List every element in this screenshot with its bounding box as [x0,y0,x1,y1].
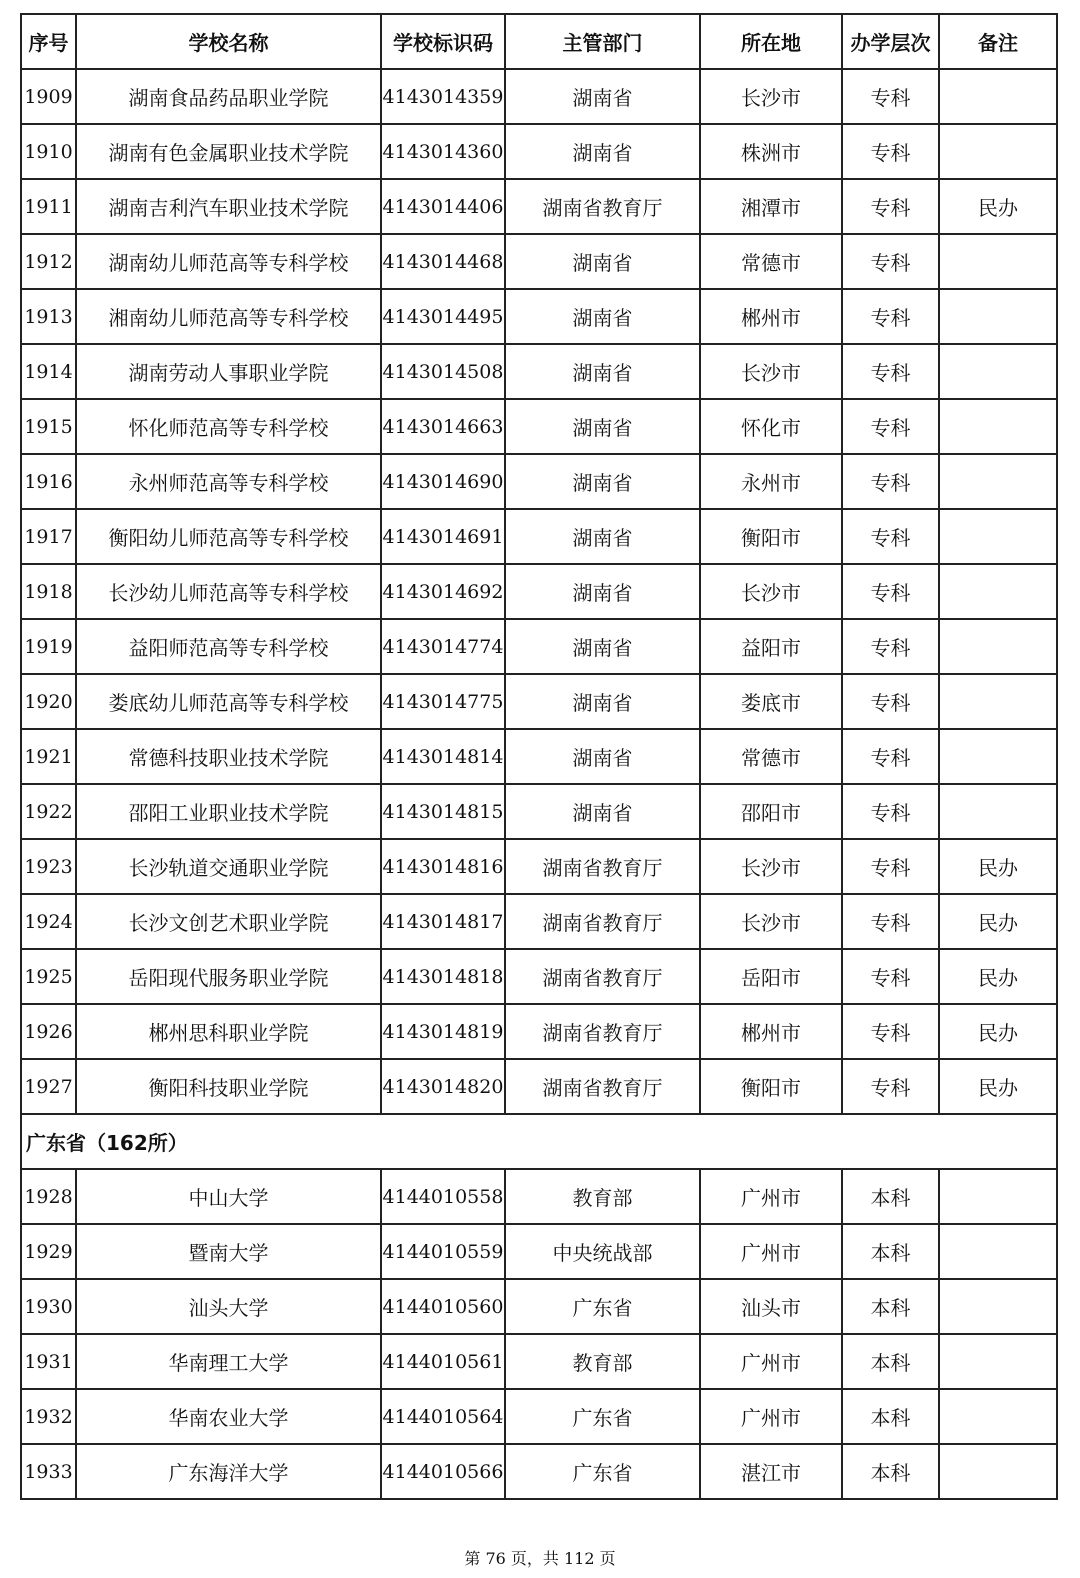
cell-level: 专科 [842,839,939,894]
cell-department: 湖南省 [505,289,700,344]
cell-school-name: 中山大学 [76,1169,381,1224]
cell-school-name: 衡阳幼儿师范高等专科学校 [76,509,381,564]
table-body-hunan [21,69,1057,1114]
cell-remark [939,509,1057,564]
cell-location: 汕头市 [700,1279,842,1334]
cell-remark: 民办 [939,1004,1057,1059]
table-row [21,619,1057,674]
cell-location: 长沙市 [700,894,842,949]
cell-school-code: 4144010561 [381,1334,505,1389]
table-row [21,1444,1057,1499]
cell-department: 湖南省教育厅 [505,949,700,1004]
cell-level: 专科 [842,894,939,949]
cell-school-code: 4144010564 [381,1389,505,1444]
section-row [21,1114,1057,1169]
cell-department: 湖南省 [505,399,700,454]
cell-school-name: 湖南劳动人事职业学院 [76,344,381,399]
cell-seq: 1919 [21,619,76,674]
cell-location: 岳阳市 [700,949,842,1004]
header-level: 办学层次 [842,14,939,69]
table-row [21,1334,1057,1389]
cell-school-code: 4143014468 [381,234,505,289]
cell-seq: 1914 [21,344,76,399]
cell-school-code: 4143014691 [381,509,505,564]
cell-location: 衡阳市 [700,509,842,564]
cell-level: 专科 [842,564,939,619]
header-location: 所在地 [700,14,842,69]
cell-school-code: 4143014816 [381,839,505,894]
cell-location: 广州市 [700,1169,842,1224]
table-body-guangdong [21,1169,1057,1499]
cell-location: 长沙市 [700,344,842,399]
cell-remark [939,564,1057,619]
cell-school-code: 4143014818 [381,949,505,1004]
cell-department: 湖南省教育厅 [505,179,700,234]
cell-school-code: 4144010559 [381,1224,505,1279]
cell-school-name: 衡阳科技职业学院 [76,1059,381,1114]
cell-seq: 1920 [21,674,76,729]
table-row [21,784,1057,839]
cell-location: 衡阳市 [700,1059,842,1114]
cell-department: 湖南省 [505,69,700,124]
cell-school-name: 邵阳工业职业技术学院 [76,784,381,839]
cell-school-code: 4143014508 [381,344,505,399]
cell-department: 湖南省 [505,509,700,564]
cell-seq: 1928 [21,1169,76,1224]
cell-remark [939,1279,1057,1334]
cell-department: 湖南省 [505,619,700,674]
cell-school-name: 湖南食品药品职业学院 [76,69,381,124]
cell-level: 专科 [842,344,939,399]
cell-remark [939,619,1057,674]
table-row [21,1279,1057,1334]
table-row [21,454,1057,509]
cell-school-name: 益阳师范高等专科学校 [76,619,381,674]
cell-department: 湖南省 [505,729,700,784]
cell-department: 湖南省教育厅 [505,1004,700,1059]
cell-department: 湖南省 [505,124,700,179]
cell-department: 湖南省 [505,234,700,289]
cell-remark [939,1169,1057,1224]
cell-school-name: 怀化师范高等专科学校 [76,399,381,454]
cell-school-code: 4143014692 [381,564,505,619]
cell-school-code: 4143014663 [381,399,505,454]
cell-remark [939,784,1057,839]
cell-school-name: 郴州思科职业学院 [76,1004,381,1059]
cell-seq: 1930 [21,1279,76,1334]
cell-school-name: 暨南大学 [76,1224,381,1279]
cell-seq: 1918 [21,564,76,619]
cell-school-code: 4143014814 [381,729,505,784]
cell-remark: 民办 [939,839,1057,894]
table-row [21,234,1057,289]
cell-school-code: 4144010560 [381,1279,505,1334]
cell-seq: 1912 [21,234,76,289]
cell-seq: 1910 [21,124,76,179]
cell-school-name: 湖南幼儿师范高等专科学校 [76,234,381,289]
cell-school-code: 4143014495 [381,289,505,344]
cell-location: 广州市 [700,1224,842,1279]
cell-school-name: 长沙轨道交通职业学院 [76,839,381,894]
table-row [21,509,1057,564]
cell-school-name: 长沙文创艺术职业学院 [76,894,381,949]
cell-school-name: 广东海洋大学 [76,1444,381,1499]
cell-remark [939,1389,1057,1444]
cell-seq: 1932 [21,1389,76,1444]
cell-school-name: 湘南幼儿师范高等专科学校 [76,289,381,344]
cell-level: 专科 [842,1004,939,1059]
table-row [21,1059,1057,1114]
cell-school-name: 华南农业大学 [76,1389,381,1444]
section-label: 广东省（162所） [21,1114,1057,1169]
cell-department: 教育部 [505,1169,700,1224]
cell-level: 专科 [842,1059,939,1114]
cell-level: 本科 [842,1389,939,1444]
cell-school-name: 长沙幼儿师范高等专科学校 [76,564,381,619]
cell-location: 邵阳市 [700,784,842,839]
cell-seq: 1921 [21,729,76,784]
cell-school-name: 华南理工大学 [76,1334,381,1389]
cell-seq: 1909 [21,69,76,124]
cell-level: 专科 [842,454,939,509]
cell-level: 专科 [842,179,939,234]
cell-department: 湖南省教育厅 [505,894,700,949]
cell-level: 专科 [842,619,939,674]
cell-location: 常德市 [700,729,842,784]
table-row [21,839,1057,894]
cell-department: 湖南省 [505,674,700,729]
cell-school-code: 4143014819 [381,1004,505,1059]
cell-school-code: 4143014690 [381,454,505,509]
cell-level: 专科 [842,234,939,289]
table-row [21,949,1057,1004]
cell-level: 本科 [842,1444,939,1499]
cell-seq: 1911 [21,179,76,234]
cell-seq: 1923 [21,839,76,894]
table-row [21,894,1057,949]
cell-location: 怀化市 [700,399,842,454]
cell-department: 湖南省 [505,454,700,509]
table-row [21,1224,1057,1279]
cell-level: 专科 [842,69,939,124]
cell-level: 专科 [842,674,939,729]
cell-school-code: 4143014815 [381,784,505,839]
cell-remark [939,1334,1057,1389]
cell-remark: 民办 [939,179,1057,234]
cell-school-name: 湖南有色金属职业技术学院 [76,124,381,179]
cell-school-name: 汕头大学 [76,1279,381,1334]
cell-school-name: 永州师范高等专科学校 [76,454,381,509]
cell-seq: 1927 [21,1059,76,1114]
cell-department: 中央统战部 [505,1224,700,1279]
table-row [21,1004,1057,1059]
cell-seq: 1929 [21,1224,76,1279]
cell-school-code: 4143014406 [381,179,505,234]
cell-remark [939,454,1057,509]
cell-department: 湖南省教育厅 [505,1059,700,1114]
cell-school-code: 4143014820 [381,1059,505,1114]
cell-location: 长沙市 [700,69,842,124]
cell-remark [939,344,1057,399]
cell-location: 郴州市 [700,289,842,344]
cell-level: 本科 [842,1279,939,1334]
cell-school-code: 4143014817 [381,894,505,949]
cell-school-code: 4143014775 [381,674,505,729]
cell-remark [939,289,1057,344]
cell-seq: 1915 [21,399,76,454]
cell-level: 专科 [842,289,939,344]
table-row [21,344,1057,399]
cell-seq: 1922 [21,784,76,839]
cell-location: 湘潭市 [700,179,842,234]
cell-seq: 1913 [21,289,76,344]
cell-department: 湖南省 [505,564,700,619]
cell-remark [939,674,1057,729]
cell-location: 益阳市 [700,619,842,674]
cell-location: 长沙市 [700,839,842,894]
cell-remark [939,729,1057,784]
cell-remark [939,399,1057,454]
cell-remark [939,1444,1057,1499]
cell-location: 郴州市 [700,1004,842,1059]
cell-level: 专科 [842,399,939,454]
cell-remark: 民办 [939,894,1057,949]
cell-level: 本科 [842,1224,939,1279]
cell-location: 湛江市 [700,1444,842,1499]
cell-level: 专科 [842,784,939,839]
cell-level: 专科 [842,124,939,179]
cell-school-code: 4143014359 [381,69,505,124]
cell-seq: 1924 [21,894,76,949]
table-row [21,1389,1057,1444]
cell-location: 广州市 [700,1389,842,1444]
cell-seq: 1933 [21,1444,76,1499]
cell-school-code: 4144010566 [381,1444,505,1499]
header-school-name: 学校名称 [76,14,381,69]
table-row [21,1169,1057,1224]
header-school-code: 学校标识码 [381,14,505,69]
table-row [21,69,1057,124]
cell-remark [939,69,1057,124]
cell-level: 本科 [842,1334,939,1389]
cell-school-name: 岳阳现代服务职业学院 [76,949,381,1004]
cell-department: 湖南省 [505,344,700,399]
cell-department: 湖南省教育厅 [505,839,700,894]
cell-seq: 1931 [21,1334,76,1389]
table-row [21,289,1057,344]
page-footer: 第 76 页，共 112 页 [464,1549,616,1568]
cell-location: 株洲市 [700,124,842,179]
header-remark: 备注 [939,14,1057,69]
cell-level: 专科 [842,949,939,1004]
table-row [21,729,1057,784]
table-row [21,674,1057,729]
cell-department: 湖南省 [505,784,700,839]
cell-level: 专科 [842,729,939,784]
table-row [21,124,1057,179]
cell-location: 娄底市 [700,674,842,729]
cell-school-name: 娄底幼儿师范高等专科学校 [76,674,381,729]
header-department: 主管部门 [505,14,700,69]
table-header-row [21,14,1057,69]
school-list-table [20,13,1058,1500]
cell-department: 广东省 [505,1279,700,1334]
cell-school-code: 4144010558 [381,1169,505,1224]
cell-school-name: 湖南吉利汽车职业技术学院 [76,179,381,234]
table-row [21,179,1057,234]
cell-location: 广州市 [700,1334,842,1389]
cell-remark: 民办 [939,949,1057,1004]
table-section [21,1114,1057,1169]
cell-location: 长沙市 [700,564,842,619]
cell-remark: 民办 [939,1059,1057,1114]
table-row [21,399,1057,454]
cell-remark [939,1224,1057,1279]
cell-location: 常德市 [700,234,842,289]
cell-school-code: 4143014360 [381,124,505,179]
cell-seq: 1926 [21,1004,76,1059]
cell-level: 本科 [842,1169,939,1224]
cell-remark [939,234,1057,289]
cell-school-name: 常德科技职业技术学院 [76,729,381,784]
cell-seq: 1916 [21,454,76,509]
table-row [21,564,1057,619]
cell-level: 专科 [842,509,939,564]
cell-location: 永州市 [700,454,842,509]
cell-department: 广东省 [505,1444,700,1499]
cell-department: 教育部 [505,1334,700,1389]
cell-remark [939,124,1057,179]
cell-school-code: 4143014774 [381,619,505,674]
cell-seq: 1925 [21,949,76,1004]
cell-department: 广东省 [505,1389,700,1444]
header-seq: 序号 [21,14,76,69]
cell-seq: 1917 [21,509,76,564]
